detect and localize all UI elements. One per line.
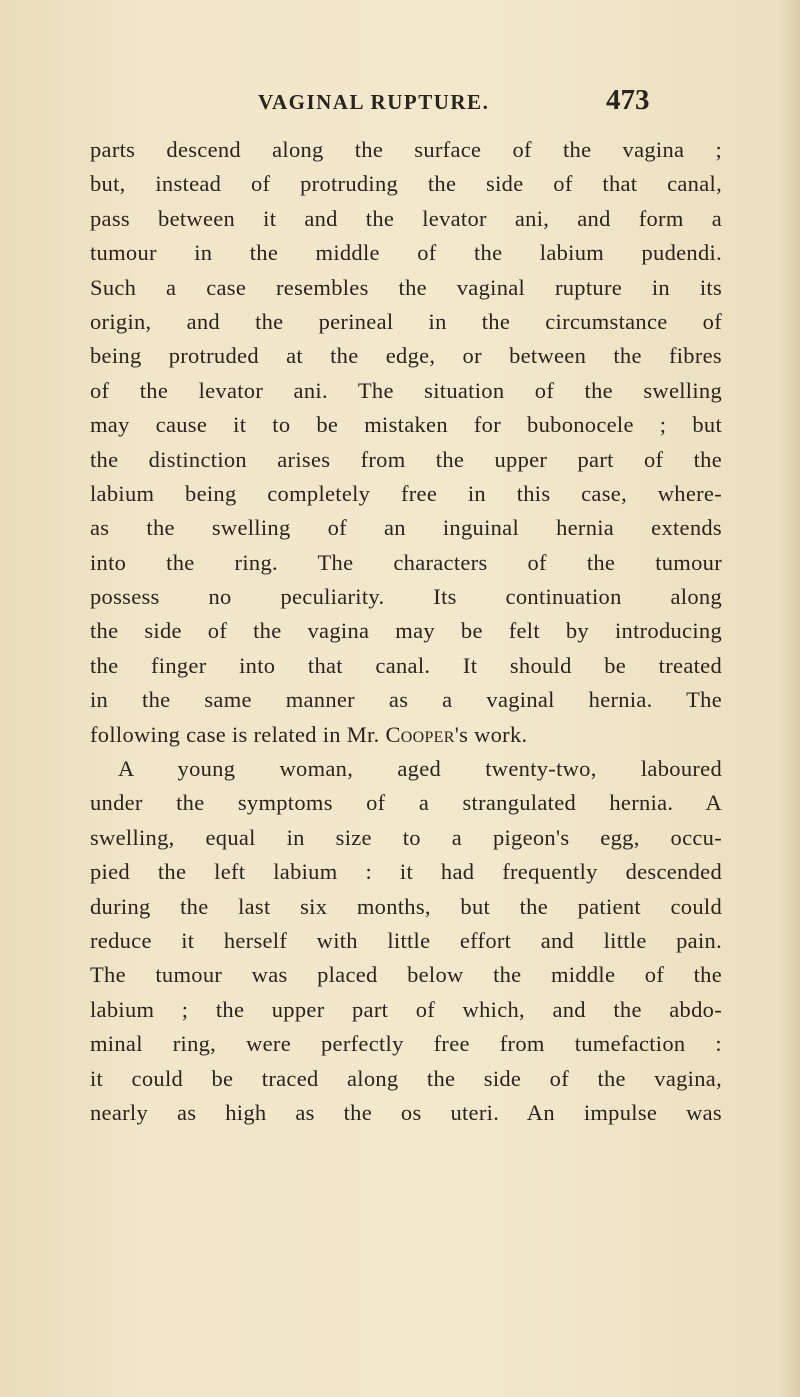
- text-line: tumour in the middle of the labium pudendi.: [90, 240, 722, 266]
- text-line: pass between it and the levator ani, and form a: [90, 205, 722, 231]
- paragraph-start-line: A young woman, aged twenty-two, laboured: [118, 756, 722, 782]
- text-line: under the symptoms of a strangulated hernia. A: [90, 790, 722, 816]
- page-edge-shadow: [778, 0, 800, 1397]
- text-line: swelling, equal in size to a pigeon's egg, occu-: [90, 824, 722, 850]
- text-line: being protruded at the edge, or between the fibres: [90, 343, 722, 369]
- text-line: during the last six months, but the patient could: [90, 893, 722, 919]
- text-line: as the swelling of an inguinal hernia extends: [90, 515, 722, 541]
- text-line: The tumour was placed below the middle of the: [90, 962, 722, 988]
- page-header: [0, 84, 800, 124]
- text-line: Such a case resembles the vaginal rupture in its: [90, 274, 722, 300]
- text-line: minal ring, were perfectly free from tumefaction :: [90, 1031, 722, 1057]
- text-line: in the same manner as a vaginal hernia. The: [90, 687, 722, 713]
- text-line: into the ring. The characters of the tumour: [90, 549, 722, 575]
- body-text: [90, 133, 722, 1130]
- text-line: the distinction arises from the upper part of the: [90, 446, 722, 472]
- text-line: reduce it herself with little effort and little pain.: [90, 927, 722, 953]
- text-line: origin, and the perineal in the circumstance of: [90, 308, 722, 334]
- text-line: parts descend along the surface of the vagina ;: [90, 137, 722, 162]
- text-line: it could be traced along the side of the vagina,: [90, 1065, 722, 1091]
- text-line: the finger into that canal. It should be treated: [90, 652, 722, 678]
- cooper-line-before: following case is related in Mr.: [90, 721, 386, 747]
- text-line: labium ; the upper part of which, and the abdo-: [90, 996, 722, 1022]
- text-line: but, instead of protruding the side of that canal,: [90, 171, 722, 197]
- author-name: Cooper: [385, 721, 455, 747]
- text-line: the side of the vagina may be felt by introducing: [90, 618, 722, 644]
- text-line: of the levator ani. The situation of the swelling: [90, 377, 722, 403]
- text-line: possess no peculiarity. Its continuation along: [90, 584, 722, 610]
- text-line: may cause it to be mistaken for bubonocele ; but: [90, 412, 722, 438]
- page-number: 473: [606, 84, 650, 116]
- text-line: labium being completely free in this case, where-: [90, 480, 722, 506]
- text-line: nearly as high as the os uteri. An impulse was: [90, 1099, 722, 1125]
- text-line-cooper: [90, 718, 722, 752]
- cooper-line-after: 's work.: [454, 721, 528, 747]
- running-head: VAGINAL RUPTURE.: [258, 90, 490, 114]
- text-line: pied the left labium : it had frequently descended: [90, 859, 722, 885]
